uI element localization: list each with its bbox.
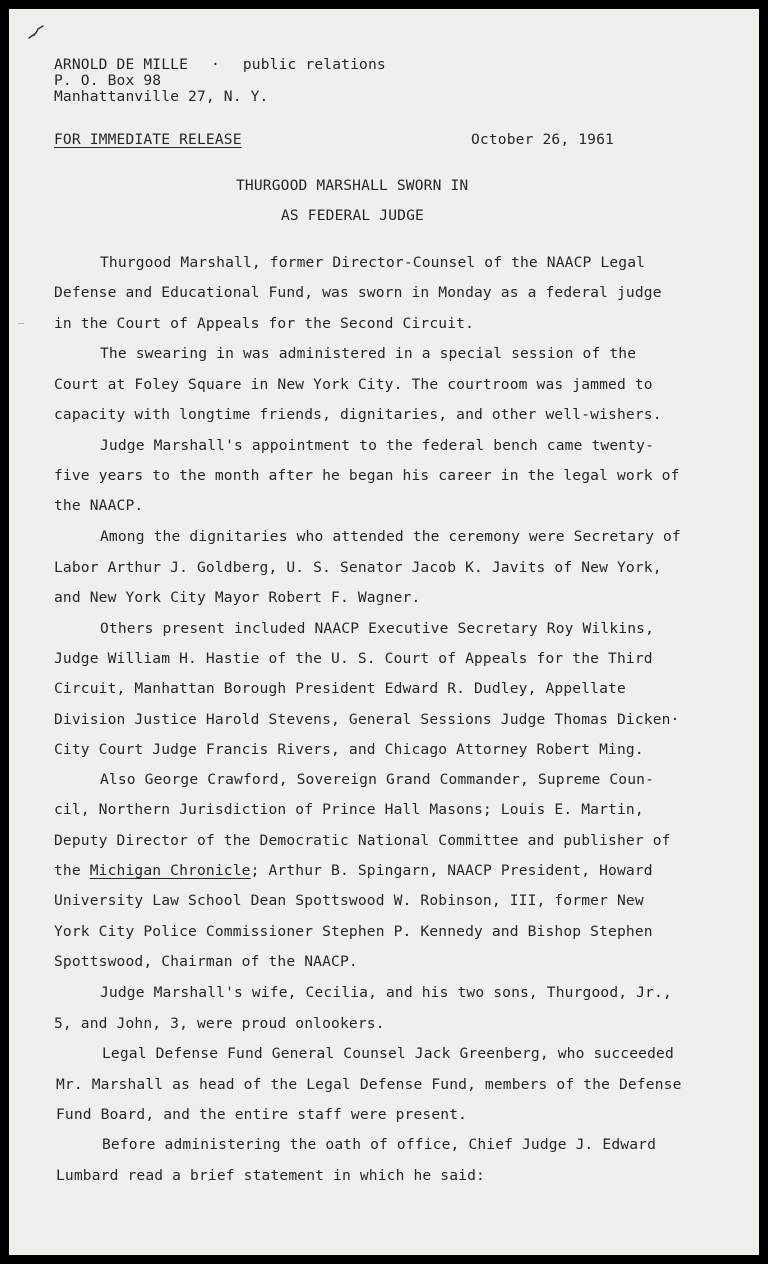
letterhead-address-2: Manhattanville 27, N. Y. — [54, 88, 269, 105]
body-line: University Law School Dean Spottswood W. Robinson, III, former New — [54, 892, 644, 909]
headline-line-1: THURGOOD MARSHALL SWORN IN — [236, 177, 469, 194]
letterhead-name: ARNOLD DE MILLE — [54, 56, 189, 73]
text-fragment: the — [54, 862, 90, 879]
edge-mark — [18, 323, 24, 324]
body-line: 5, and John, 3, were proud onlookers. — [54, 1015, 385, 1032]
body-line: Spottswood, Chairman of the NAACP. — [54, 953, 358, 970]
body-line: Judge Marshall's appointment to the federal bench came twenty- — [100, 437, 655, 454]
body-line: Judge Marshall's wife, Cecilia, and his two sons, Thurgood, Jr., — [100, 984, 672, 1001]
headline-line-2: AS FEDERAL JUDGE — [281, 207, 424, 224]
body-line: Thurgood Marshall, former Director-Counsel of the NAACP Legal — [100, 254, 646, 271]
body-line: Before administering the oath of office, Chief Judge J. Edward — [102, 1136, 657, 1153]
text-fragment: ; Arthur B. Spingarn, NAACP President, Howard — [250, 862, 653, 879]
body-line: in the Court of Appeals for the Second Circuit. — [54, 315, 475, 332]
body-line: and New York City Mayor Robert F. Wagner. — [54, 589, 421, 606]
body-line: The swearing in was administered in a special session of the — [100, 345, 637, 362]
body-line — [54, 862, 653, 880]
body-line: Judge William H. Hastie of the U. S. Court of Appeals for the Third — [54, 650, 653, 667]
release-label: FOR IMMEDIATE RELEASE — [54, 131, 242, 148]
body-line: the NAACP. — [54, 497, 144, 514]
pen-mark — [27, 23, 49, 41]
body-line: City Court Judge Francis Rivers, and Chicago Attorney Robert Ming. — [54, 741, 644, 758]
body-line: Defense and Educational Fund, was sworn in Monday as a federal judge — [54, 284, 662, 301]
body-line: Mr. Marshall as head of the Legal Defense Fund, members of the Defense — [56, 1076, 682, 1093]
body-line: Lumbard read a brief statement in which he said: — [56, 1167, 485, 1184]
body-line: Deputy Director of the Democratic National Committee and publisher of — [54, 832, 671, 849]
body-line: Labor Arthur J. Goldberg, U. S. Senator Jacob K. Javits of New York, — [54, 559, 662, 576]
release-date: October 26, 1961 — [471, 131, 614, 148]
body-line: Others present included NAACP Executive Secretary Roy Wilkins, — [100, 620, 655, 637]
body-line: five years to the month after he began his career in the legal work of — [54, 467, 680, 484]
body-line: Also George Crawford, Sovereign Grand Commander, Supreme Coun- — [100, 771, 655, 788]
document-page — [9, 9, 759, 1255]
letterhead-role: public relations — [242, 56, 386, 73]
body-line: Fund Board, and the entire staff were present. — [56, 1106, 468, 1123]
body-line: York City Police Commissioner Stephen P. Kennedy and Bishop Stephen — [54, 923, 653, 940]
body-line: cil, Northern Jurisdiction of Prince Hall Masons; Louis E. Martin, — [54, 801, 644, 818]
publication-title: Michigan Chronicle — [89, 862, 251, 879]
body-line: Circuit, Manhattan Borough President Edward R. Dudley, Appellate — [54, 680, 626, 697]
body-line: Among the dignitaries who attended the ceremony were Secretary of — [100, 528, 681, 545]
body-line: Legal Defense Fund General Counsel Jack Greenberg, who succeeded — [102, 1045, 674, 1062]
letterhead-address-1: P. O. Box 98 — [54, 72, 162, 89]
body-line: Court at Foley Square in New York City. The courtroom was jammed to — [54, 376, 653, 393]
body-line: capacity with longtime friends, dignitaries, and other well-wishers. — [54, 406, 662, 423]
letterhead-separator: · — [210, 56, 220, 73]
body-line: Division Justice Harold Stevens, General Sessions Judge Thomas Dicken· — [54, 711, 680, 728]
